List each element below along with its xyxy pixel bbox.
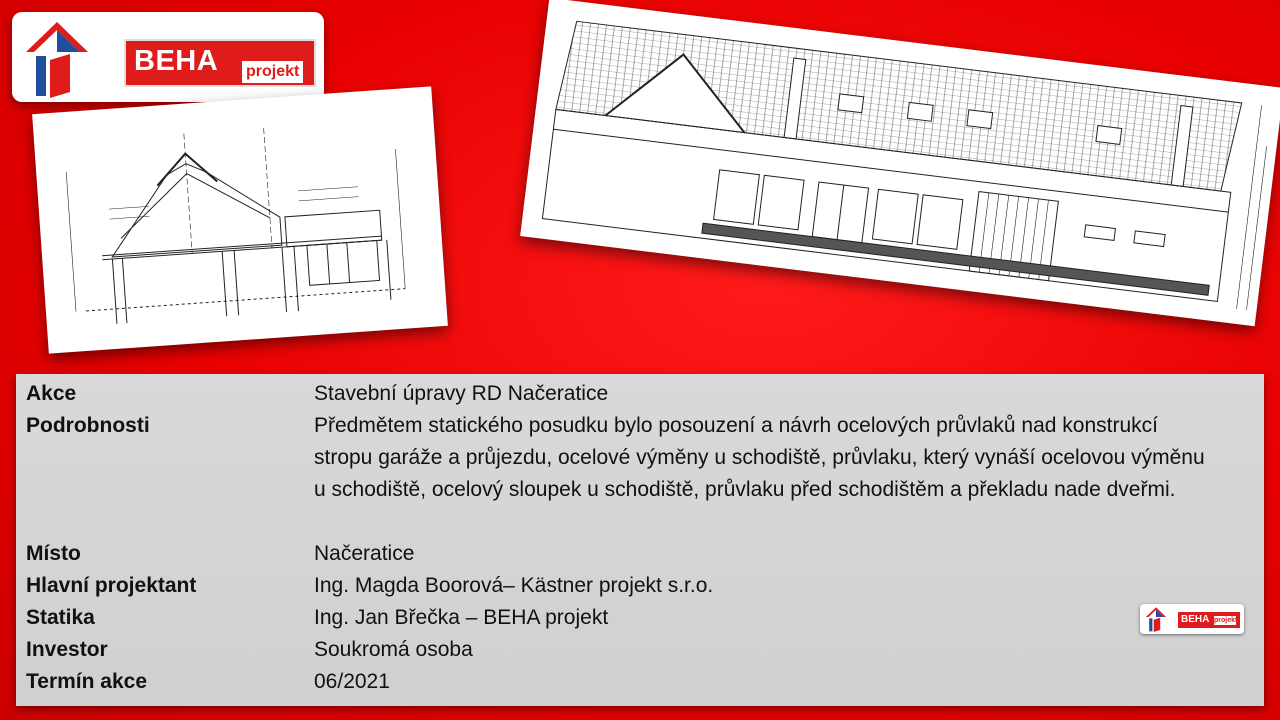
info-label: Akce xyxy=(26,382,77,405)
info-value: Soukromá osoba xyxy=(314,638,473,661)
brand-suffix: projekt xyxy=(1214,617,1238,624)
info-value: Ing. Magda Boorová– Kästner projekt s.r.o. xyxy=(314,574,714,597)
info-label: Statika xyxy=(26,606,95,629)
info-value: Načeratice xyxy=(314,542,415,565)
info-label: Hlavní projektant xyxy=(26,574,197,597)
brand-name: BEHA xyxy=(1181,614,1210,625)
info-value: Ing. Jan Břečka – BEHA projekt xyxy=(314,606,609,629)
info-label: Termín akce xyxy=(26,670,148,693)
info-label: Investor xyxy=(26,638,108,661)
brand-suffix: projekt xyxy=(242,61,303,83)
info-label: Podrobnosti xyxy=(26,414,150,437)
beha-wordmark-small xyxy=(1178,612,1240,628)
info-label: Místo xyxy=(26,542,81,565)
small-company-logo xyxy=(1140,604,1244,634)
beha-wordmark xyxy=(124,39,316,87)
house-logo-icon xyxy=(1144,606,1168,632)
info-value: 06/2021 xyxy=(314,670,390,693)
architectural-section-icon xyxy=(32,86,448,353)
info-value: Předmětem statického posudku bylo posouzení a návrh ocelových průvlaků nad konstrukcí stropu garáže a průjezdu, ocelové výměny u schodiště, průvlaku, který vynáší ocelovou výměnu u schodiště, ocelový sloupek u schodiště, průvlaku před schodištěm a překladu nade dveřmi. xyxy=(314,414,1205,501)
company-logo xyxy=(12,12,324,102)
brand-name: BEHA xyxy=(134,45,219,77)
section-drawing xyxy=(32,86,448,353)
info-value: Stavební úpravy RD Načeratice xyxy=(314,382,609,405)
project-info-panel xyxy=(16,374,1264,706)
house-logo-icon xyxy=(22,18,92,98)
